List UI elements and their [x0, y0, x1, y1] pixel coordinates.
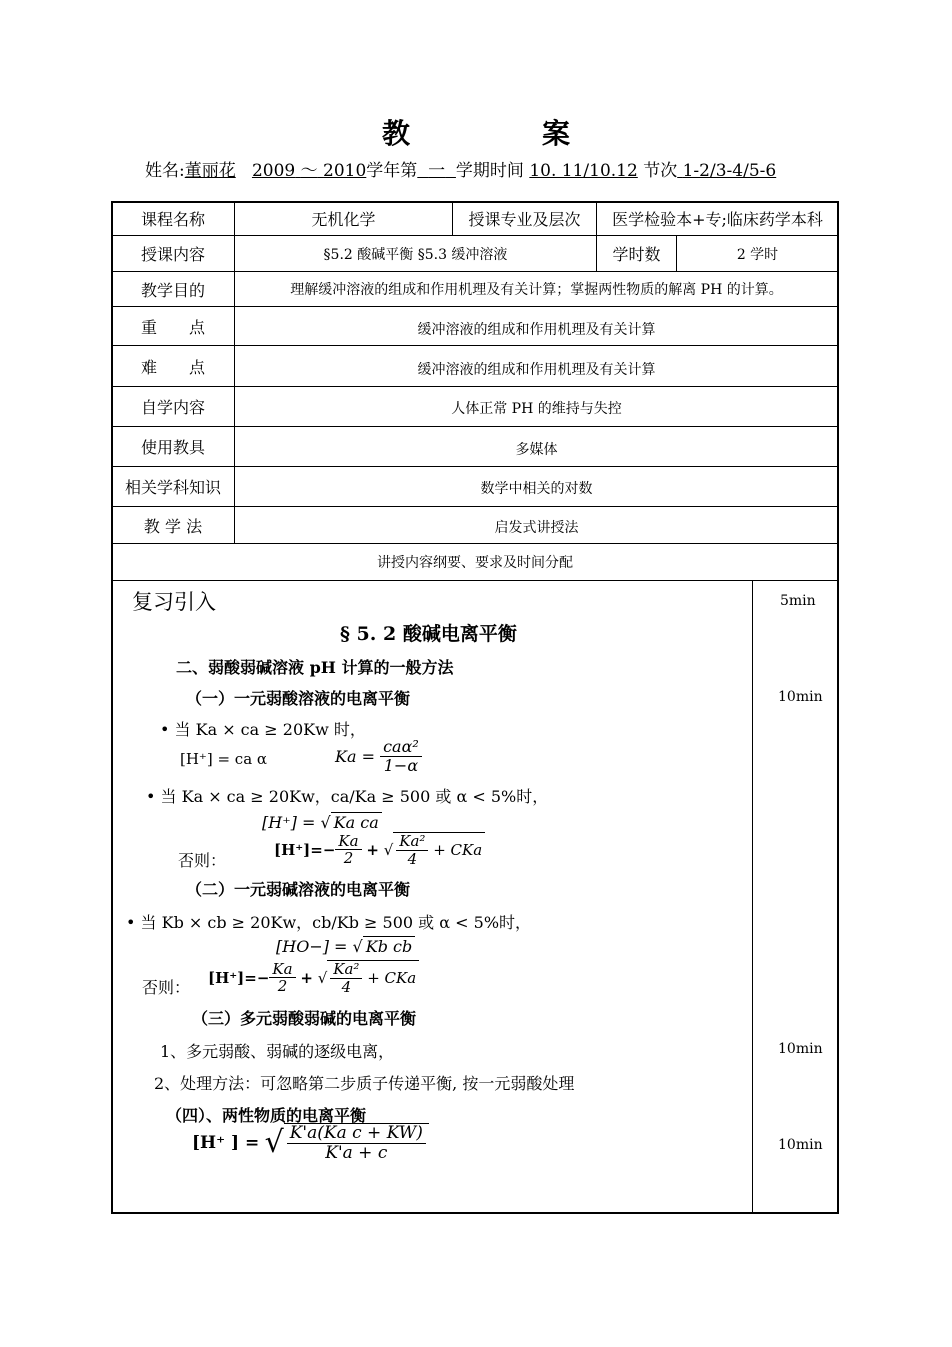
difficulty-label: 难 点 [140, 357, 205, 377]
outline-header: 讲授内容纲要、要求及时间分配 [377, 555, 573, 571]
sub-heading-weak-acid: （一）一元弱酸溶液的电离平衡 [186, 689, 411, 708]
course-name-label: 课程名称 [140, 210, 205, 229]
review-heading: 复习引入 [132, 590, 216, 614]
heading-general-method: 二、弱酸弱碱溶液 pH 计算的一般方法 [176, 658, 454, 677]
self-study-label: 自学内容 [140, 398, 205, 417]
condition-1: • 当 Ka × ca ≥ 20Kw 时， [160, 720, 366, 739]
condition-3: • 当 Kb × cb ≥ 20Kw，cb/Kb ≥ 500 或 α < 5%时， [126, 913, 532, 932]
row-divider [111, 580, 839, 581]
item-1: 1、多元弱酸、弱碱的逐级电离， [160, 1042, 395, 1061]
major: 医学检验本+专;临床药学本科 [612, 210, 823, 229]
item-2: 2、处理方法：可忽略第二步质子传递平衡, 按一元弱酸处理 [154, 1074, 575, 1093]
year-range: 2009 ～ 2010 [251, 161, 367, 181]
period: 1-2/3-4/5-6 [682, 161, 777, 181]
equation-otherwise-1: [H⁺]=− $\frac{Ka}{2}$ + √ $\frac{\text{Ka²}}{4}$ + CKa [274, 832, 485, 867]
related-knowledge: 数学中相关的对数 [480, 481, 593, 497]
content-label: 授课内容 [140, 245, 205, 264]
sub-heading-amphoteric: （四）、两性物质的电离平衡 [166, 1106, 367, 1125]
tools: 多媒体 [515, 442, 558, 458]
related-label: 相关学科知识 [124, 478, 221, 497]
document-title: 教 案 [381, 117, 622, 150]
name-label: 姓名: [145, 161, 185, 181]
tools-label: 使用教具 [140, 438, 205, 457]
condition-2: • 当 Ka × ca ≥ 20Kw，ca/Ka ≥ 500 或 α < 5%时， [146, 787, 549, 806]
otherwise-label-1: 否则： [178, 851, 227, 870]
goal: 理解缓冲溶液的组成和作用机理及有关计算；掌握两性物质的解离 PH 的计算。 [290, 282, 783, 298]
equation-h-ion: [H⁺] = ca α [180, 750, 268, 768]
equation-sqrt-kbcb: [HO−] = √ Kb cb [276, 937, 415, 956]
period-label: 节次 [643, 161, 678, 181]
key-point: 缓冲溶液的组成和作用机理及有关计算 [417, 322, 656, 338]
key-label: 重 点 [140, 317, 205, 337]
self-study: 人体正常 PH 的维持与失控 [451, 401, 622, 417]
equation-otherwise-2: [H⁺]=− $\frac{Ka}{2}$ + √ $\frac{\text{Ka²}}{4}$ + CKa [208, 960, 419, 995]
lesson-content: §5.2 酸碱平衡 §5.3 缓冲溶液 [323, 246, 508, 263]
time-review: 5min [780, 593, 816, 609]
hours: 2 学时 [736, 246, 779, 263]
time-amphoteric: 10min [778, 1137, 823, 1153]
time-weak-acid: 10min [778, 689, 823, 705]
section-title: § 5. 2 酸碱电离平衡 [340, 623, 517, 645]
major-label: 授课专业及层次 [468, 210, 581, 229]
term-time-label: 学期时间 [455, 161, 524, 181]
time-polyprotic: 10min [778, 1041, 823, 1057]
goal-label: 教学目的 [140, 280, 205, 300]
year-suffix: 学年第 [366, 161, 418, 181]
equation-sqrt-kaca: [H⁺] = √ Ka ca [262, 813, 382, 832]
col-divider [752, 580, 753, 1214]
hours-label: 学时数 [612, 245, 661, 264]
teacher-name: 董丽花 [184, 161, 236, 181]
method-label: 教 学 法 [143, 516, 203, 536]
sub-heading-weak-base: （二）一元弱碱溶液的电离平衡 [186, 880, 411, 899]
otherwise-label-2: 否则： [142, 978, 191, 997]
equation-amphoteric: [H⁺ ] = √ $\frac{\text{K'a(Ka c + KW)}}{K'a + c}$ [192, 1123, 429, 1162]
teaching-method: 启发式讲授法 [494, 520, 579, 536]
header-line [145, 156, 776, 181]
course-name: 无机化学 [311, 210, 376, 229]
sub-heading-polyprotic: （三）多元弱酸弱碱的电离平衡 [192, 1009, 417, 1028]
difficulty: 缓冲溶液的组成和作用机理及有关计算 [417, 362, 656, 378]
equation-ka: Ka = $\frac{\text{caα²}}{1-\alpha}$ [335, 738, 422, 774]
term: 一 [428, 161, 446, 181]
term-time: 10. 11/10.12 [529, 161, 638, 181]
